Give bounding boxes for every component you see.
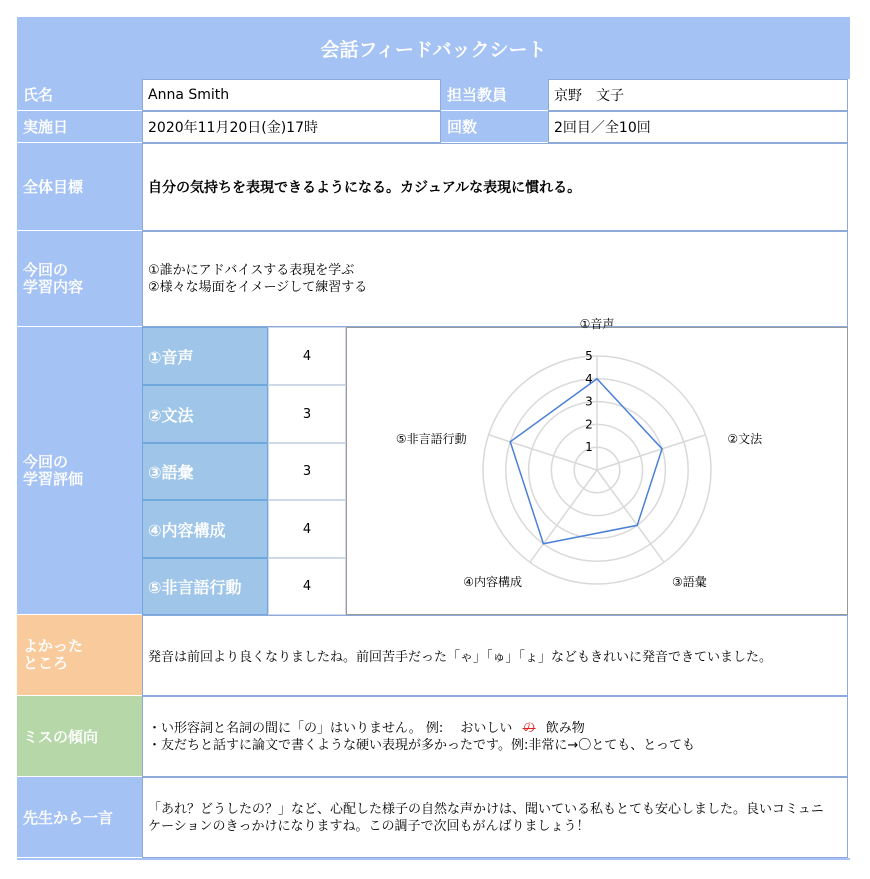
struck-particle: の [522, 720, 536, 736]
sheet-bottom-border [17, 858, 850, 860]
radar-spoke [530, 470, 597, 562]
mistake-value [142, 696, 848, 777]
content-label-line-2: 学習内容 [23, 277, 84, 296]
eval-item-score: 4 [268, 327, 346, 385]
name-label: 氏名 [17, 79, 142, 111]
eval-label-line-1: 今回の [23, 452, 69, 471]
eval-item-label: ④内容構成 [142, 500, 268, 558]
name-value: Anna Smith [142, 79, 441, 111]
radar-tick-label: 1 [585, 440, 593, 455]
radar-category-label: ①音声 [579, 317, 615, 331]
radar-spoke [489, 435, 597, 470]
radar-category-label: ④内容構成 [463, 575, 522, 590]
eval-item-score: 3 [268, 385, 346, 443]
eval-item-label: ⑤非言語行動 [142, 558, 268, 615]
eval-item-score: 4 [268, 558, 346, 615]
good-label [17, 615, 142, 696]
content-line-2: ②様々な場面をイメージして練習する [148, 280, 368, 295]
radar-tick-label: 5 [585, 349, 593, 363]
good-label-line-1: よかった [23, 637, 84, 655]
content-line-1: ①誰かにアドバイスする表現を学ぶ [148, 263, 355, 278]
date-label: 実施日 [17, 111, 142, 143]
good-value: 発音は前回より良くなりましたね。前回苦手だった「ゃ」「ゅ」「ょ」などもきれいに発音できていました。 [142, 615, 848, 696]
teacher-label: 担当教員 [441, 79, 548, 111]
eval-item-label: ③語彙 [142, 443, 268, 500]
teacher-value: 京野 文子 [548, 79, 848, 111]
radar-tick-label: 2 [585, 417, 593, 432]
content-value [142, 231, 848, 327]
eval-item-label: ①音声 [142, 327, 268, 385]
content-label-line-1: 今回の [23, 260, 69, 279]
radar-tick-label: 3 [585, 394, 593, 409]
mistake-line-1 [148, 720, 585, 737]
mistake-line-1-text: ・い形容詞と名詞の間に「の」はいりません。 例: おいしい [148, 720, 513, 736]
eval-item-label: ②文法 [142, 385, 268, 443]
comment-value [142, 777, 848, 858]
eval-label [17, 327, 142, 615]
count-value: 2回目／全10回 [548, 111, 848, 143]
radar-spoke [597, 470, 664, 562]
goal-value: 自分の気持ちを表現できるようになる。カジュアルな表現に慣れる。 [142, 143, 848, 231]
mistake-label: ミスの傾向 [17, 696, 142, 777]
date-value: 2020年11月20日(金)17時 [142, 111, 441, 143]
radar-category-label: ⑤非言語行動 [395, 431, 467, 446]
good-label-line-2: ところ [23, 654, 69, 672]
eval-item-score: 3 [268, 443, 346, 500]
count-label: 回数 [441, 111, 548, 143]
radar-tick-label: 4 [585, 371, 593, 386]
eval-label-line-2: 学習評価 [23, 469, 84, 488]
comment-label: 先生から一言 [17, 777, 142, 858]
radar-category-label: ②文法 [727, 431, 763, 446]
radar-category-label: ③語彙 [672, 575, 707, 590]
content-label [17, 231, 142, 327]
eval-item-score: 4 [268, 500, 346, 558]
mistake-line-2: ・友だちと話すに論文で書くような硬い表現が多かったです。例:非常に→〇とても、とっても [148, 737, 695, 753]
radar-chart [347, 317, 847, 614]
sheet-title: 会話フィードバックシート [17, 17, 850, 79]
radar-chart-area [346, 317, 848, 615]
mistake-line-1-tail: 飲み物 [545, 720, 585, 736]
comment-line-1: 「あれ？どうしたの？」など、心配した様子の自然な声かけは、聞いている私もとても安心しました。良いコミュニ [148, 801, 824, 817]
comment-line-2: ケーションのきっかけになりますね。この調子で次回もがんばりましょう！ [148, 818, 590, 834]
radar-spoke [597, 435, 705, 470]
goal-label: 全体目標 [17, 143, 142, 231]
